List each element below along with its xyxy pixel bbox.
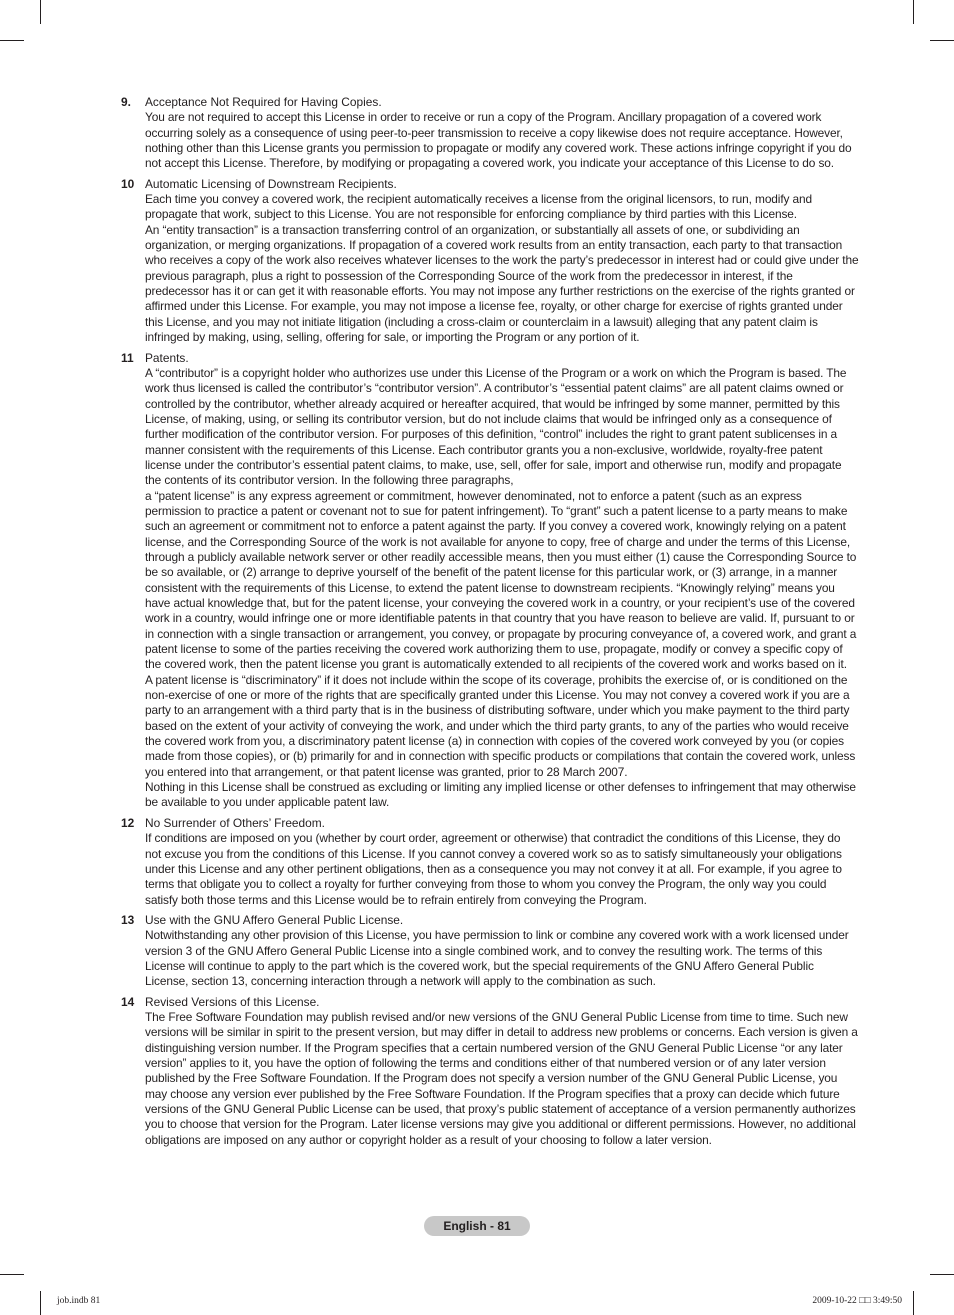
- section-paragraph: A “contributor” is a copyright holder who authorizes use under this License of the Program or a work on which the Program is based. The work thus licensed is called the contributor’s “contributor version”. A contributor’s “essential patent claims” are all patent claims owned or controlled by the contributor, whether already acquired or hereafter acquired, that would be infringed by some manner, permitted by this License, of making, using, or selling its contributor version, but do not include claims that would be infringed only as a consequence of further modification of the contributor version. For purposes of this definition, “control” includes the right to grant patent sublicenses in a manner consistent with the requirements of this License. Each contributor grants you a non-exclusive, worldwide, royalty-free patent license under the contributor’s essential patent claims, to make, use, sell, offer for sale, import and otherwise run, modify and propagate the contents of its contributor version. In the following three paragraphs,: [145, 365, 847, 488]
- license-section: [121, 351, 859, 811]
- license-section: [121, 913, 859, 990]
- crop-mark-bottom-right-h: [930, 1274, 954, 1275]
- section-title: Automatic Licensing of Downstream Recipients.: [145, 176, 397, 191]
- section-paragraph: Notwithstanding any other provision of this License, you have permission to link or combine any covered work with a work licensed under version 3 of the GNU Affero General Public License into a single combined work, and to convey the resulting work. The terms of this License will continue to apply to the part which is the covered work, but the special requirements of the GNU Affero General Public License, section 13, concerning interaction through a network will apply to the combination as such.: [145, 928, 849, 989]
- section-number: 13: [121, 912, 135, 927]
- section-paragraph: You are not required to accept this License in order to receive or run a copy of the Program. Ancillary propagation of a covered work occurring solely as a consequence of using peer-to-peer transmission to receive a copy likewise does not require acceptance. However, nothing other than this License grants you permission to propagate or modify any covered work. These actions infringe copyright if you do not accept this License. Therefore, by modifying or propagating a covered work, you indicate your acceptance of this License to do so.: [145, 110, 852, 171]
- print-slug-timestamp: 2009-10-22 □□ 3:49:50: [812, 1296, 902, 1306]
- license-section: [121, 816, 859, 908]
- license-section: [121, 95, 859, 172]
- section-number: 12: [121, 815, 135, 830]
- license-content: [121, 95, 859, 1153]
- section-number: 11: [121, 350, 134, 365]
- section-title: Patents.: [145, 350, 189, 365]
- crop-mark-bottom-right-v: [913, 1291, 914, 1315]
- crop-mark-top-right-h: [930, 40, 954, 41]
- section-paragraph: a “patent license” is any express agreement or commitment, however denominated, not to enforce a patent (such as an express permission to practice a patent or covenant not to sue for patent infringement). To “grant” such a patent license to a party means to make such an agreement or commitment not to enforce a patent against the party. If you convey a covered work, knowingly relying on a patent license, and the Corresponding Source of the work is not available for anyone to copy, free of charge and under the terms of this License, through a publicly available network server or other readily accessible means, then you must either (1) cause the Corresponding Source to be so available, or (2) arrange to deprive yourself of the benefit of the patent license for this particular work, or (3) arrange, in a manner consistent with the requirements of this License, to extend the patent license to downstream recipients. “Knowingly relying” means you have actual knowledge that, but for the patent license, your conveying the covered work in a country, or your recipient’s use of the covered work in a country, would infringe one or more identifiable patents in that country that you have reason to believe are valid. If, pursuant to or in connection with a single transaction or arrangement, you convey, or propagate by procuring conveyance of, a covered work, and grant a patent license to some of the parties receiving the covered work authorizing them to use, propagate, modify or convey a specific copy of the covered work, then the patent license you grant is automatically extended to all recipients of the covered work and works based on it.: [145, 488, 857, 672]
- section-paragraph: A patent license is “discriminatory” if it does not include within the scope of its coverage, prohibits the exercise of, or is conditioned on the non-exercise of one or more of the rights that are specifically granted under this License. You may not convey a covered work if you are a party to an arrangement with a third party that is in the business of distributing software, under which you make payment to the third party based on the extent of your activity of conveying the work, and under which the third party grants, to any of the parties who would receive the covered work from you, a discriminatory patent license (a) in connection with copies of the covered work conveyed by you (or copies made from those copies), or (b) primarily for and in connection with specific products or compilations that contain the covered work, unless you entered into that arrangement, or that patent license was granted, prior to 28 March 2007.: [145, 672, 856, 779]
- crop-mark-top-right-v: [913, 0, 914, 24]
- section-paragraph: Nothing in this License shall be construed as excluding or limiting any implied license or other defenses to infringement that may otherwise be available to you under applicable patent law.: [145, 780, 856, 810]
- crop-mark-bottom-left-h: [0, 1274, 24, 1275]
- section-title: Acceptance Not Required for Having Copies.: [145, 95, 382, 109]
- license-section: [121, 177, 859, 346]
- print-slug-file: job.indb 81: [57, 1296, 101, 1306]
- crop-mark-top-left-v: [40, 0, 41, 24]
- section-title: Revised Versions of this License.: [145, 994, 320, 1009]
- section-paragraph: Each time you convey a covered work, the recipient automatically receives a license from the original licensors, to run, modify and propagate that work, subject to this License. You are not responsible for enforcing compliance by third parties with this License.: [145, 192, 812, 222]
- section-title: No Surrender of Others’ Freedom.: [145, 815, 325, 830]
- section-number: 14: [121, 994, 135, 1009]
- section-title: Use with the GNU Affero General Public License.: [145, 912, 404, 927]
- crop-mark-top-left-h: [0, 40, 24, 41]
- crop-mark-bottom-left-v: [40, 1291, 41, 1315]
- license-section: [121, 995, 859, 1148]
- section-number: 10: [121, 176, 135, 191]
- section-paragraph: If conditions are imposed on you (whether by court order, agreement or otherwise) that contradict the conditions of this License, they do not excuse you from the conditions of this License. If you cannot convey a covered work so as to satisfy simultaneously your obligations under this License and any other pertinent obligations, then as a consequence you may not convey it at all. For example, if you agree to terms that obligate you to collect a royalty for further conveying from those to whom you convey the Program, the only way you could satisfy both those terms and this License would be to refrain entirely from conveying the Program.: [145, 831, 842, 907]
- section-paragraph: An “entity transaction” is a transaction transferring control of an organization, or substantially all assets of one, or subdividing an organization, or merging organizations. If propagation of a covered work results from an entity transaction, each party to that transaction who receives a copy of the work also receives whatever licenses to the work the party’s predecessor in interest had or could give under the previous paragraph, plus a right to possession of the Corresponding Source of the work from the predecessor in interest, if the predecessor has it or can get it with reasonable efforts. You may not impose any further restrictions on the exercise of the rights granted or affirmed under this License. For example, you may not impose a license fee, royalty, or other charge for exercise of rights granted under this License, and you may not initiate litigation (including a cross-claim or counterclaim in a lawsuit) alleging that any patent claim is infringed by making, using, selling, offering for sale, or importing the Program or any portion of it.: [145, 222, 859, 345]
- section-paragraph: The Free Software Foundation may publish revised and/or new versions of the GNU General Public License from time to time. Such new versions will be similar in spirit to the present version, but may differ in detail to address new problems or concerns. Each version is given a distinguishing version number. If the Program specifies that a certain numbered version of the GNU General Public License “or any later version” applies to it, you have the option of following the terms and conditions either of that numbered version or of any later version published by the Free Software Foundation. If the Program does not specify a version number of the GNU General Public License, you may choose any version ever published by the Free Software Foundation. If the Program specifies that a proxy can decide which future versions of the GNU General Public License can be used, that proxy’s public statement of acceptance of a version permanently authorizes you to choose that version for the Program. Later license versions may give you additional or different permissions. However, no additional obligations are imposed on any author or copyright holder as a result of your choosing to follow a later version.: [145, 1009, 858, 1147]
- section-number: 9.: [121, 95, 131, 109]
- page-number-badge: English - 81: [424, 1216, 530, 1236]
